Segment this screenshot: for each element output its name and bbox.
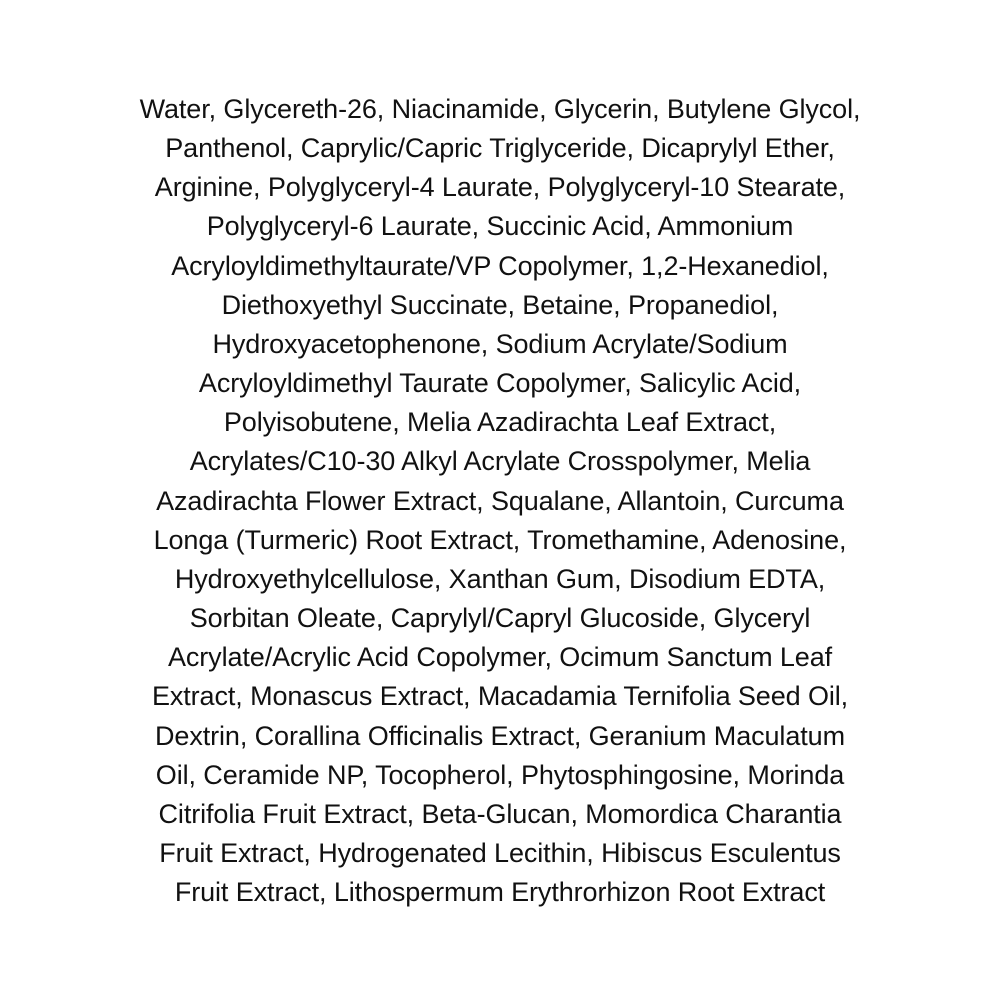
- ingredients-line: Acryloyldimethyltaurate/VP Copolymer, 1,2-Hexanediol,: [171, 250, 829, 281]
- ingredients-line: Fruit Extract, Hydrogenated Lecithin, Hibiscus Esculentus: [159, 837, 841, 868]
- ingredients-line: Citrifolia Fruit Extract, Beta-Glucan, Momordica Charantia: [158, 798, 842, 829]
- ingredients-line: Sorbitan Oleate, Caprylyl/Capryl Glucoside, Glyceryl: [189, 603, 811, 634]
- ingredients-line: Dextrin, Corallina Officinalis Extract, Geranium Maculatum: [155, 720, 845, 751]
- ingredients-line: Polyisobutene, Melia Azadirachta Leaf Extract,: [223, 407, 777, 438]
- ingredients-line: Oil, Ceramide NP, Tocopherol, Phytosphingosine, Morinda: [155, 759, 845, 790]
- ingredients-line: Panthenol, Caprylic/Capric Triglyceride, Dicaprylyl Ether,: [165, 133, 835, 164]
- ingredients-line: Water, Glycereth-26, Niacinamide, Glycerin, Butylene Glycol,: [139, 94, 861, 124]
- ingredients-line: Fruit Extract, Lithospermum Erythrorhizon Root Extract: [174, 877, 826, 908]
- ingredients-line: Longa (Turmeric) Root Extract, Tromethamine, Adenosine,: [153, 524, 847, 555]
- ingredients-line: Azadirachta Flower Extract, Squalane, Allantoin, Curcuma: [156, 485, 844, 516]
- ingredients-line: Diethoxyethyl Succinate, Betaine, Propanediol,: [221, 289, 779, 320]
- ingredients-line: Hydroxyethylcellulose, Xanthan Gum, Disodium EDTA,: [174, 563, 826, 594]
- ingredients-line: Acryloyldimethyl Taurate Copolymer, Salicylic Acid,: [198, 368, 802, 399]
- ingredients-line: Acrylates/C10-30 Alkyl Acrylate Crosspolymer, Melia: [189, 446, 811, 477]
- ingredients-line: Polyglyceryl-6 Laurate, Succinic Acid, Ammonium: [206, 211, 794, 242]
- ingredients-line: Hydroxyacetophenone, Sodium Acrylate/Sodium: [212, 328, 788, 359]
- ingredients-line: Acrylate/Acrylic Acid Copolymer, Ocimum Sanctum Leaf: [167, 642, 833, 673]
- ingredients-line: Extract, Monascus Extract, Macadamia Ternifolia Seed Oil,: [151, 681, 849, 712]
- ingredients-line: Arginine, Polyglyceryl-4 Laurate, Polyglyceryl-10 Stearate,: [154, 172, 846, 203]
- ingredients-list: [0, 90, 1000, 912]
